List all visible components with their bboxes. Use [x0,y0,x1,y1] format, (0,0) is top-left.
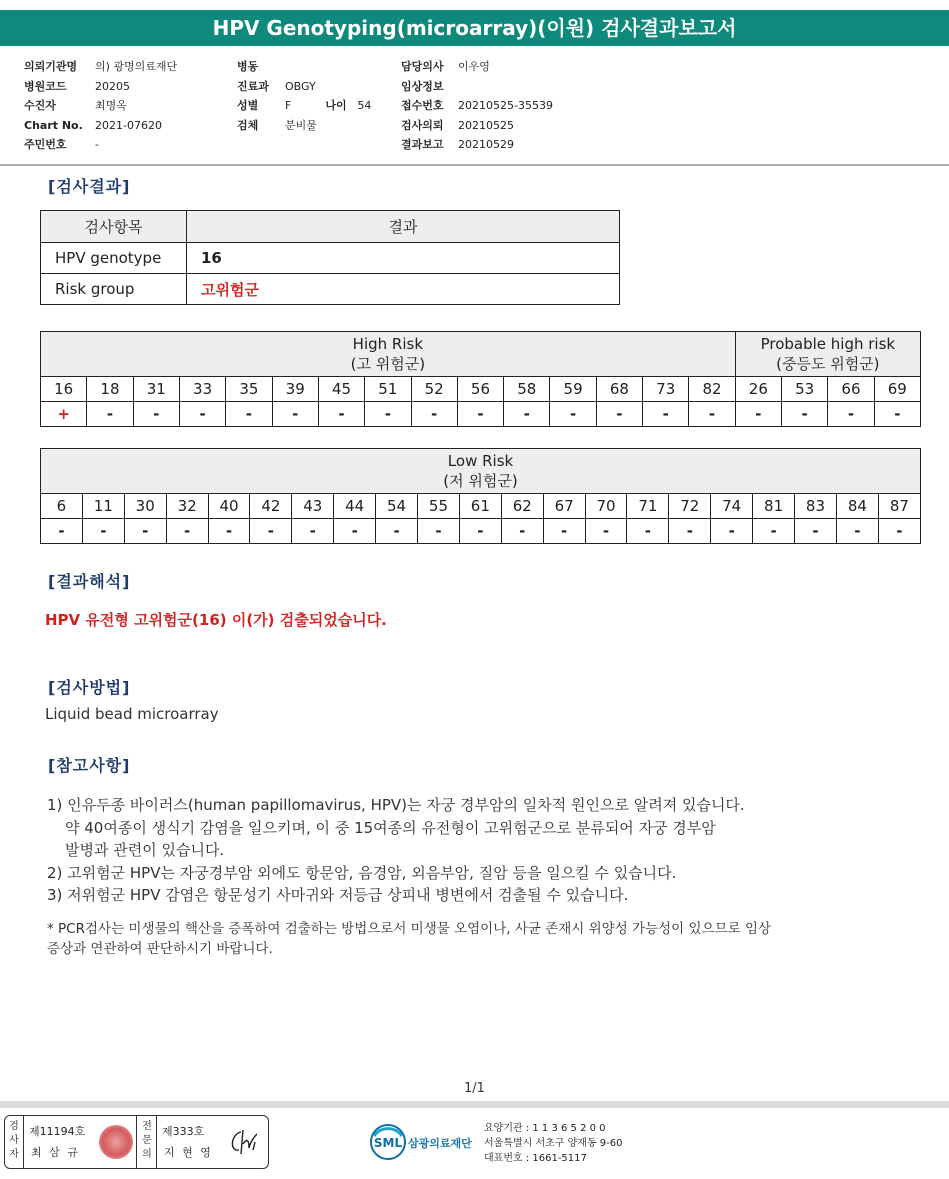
genotype-result-mark: - [41,519,83,544]
genotype-result-mark: - [334,519,376,544]
genotype-result-mark: - [795,519,837,544]
result-item: Risk group [41,274,187,305]
probable-high-risk-sublabel: (중등도 위험군) [776,355,880,373]
info-label: 진료과 [237,79,269,93]
footer-divider [0,1101,949,1108]
pcr-footnote [47,919,771,959]
genotype-number: 18 [87,377,133,402]
genotype-number: 54 [376,494,418,519]
hospital-code: 20205 [95,79,130,93]
genotype-result-mark: - [711,519,753,544]
org-phone: 대표번호 : 1661-5117 [484,1153,587,1164]
high-risk-genotype-table [40,331,921,427]
genotype-number: 40 [208,494,250,519]
inspector-license: 제11194호 [29,1125,86,1138]
genotype-result-mark: - [82,519,124,544]
divider [156,1116,157,1168]
info-label: 임상정보 [401,79,444,93]
genotype-number: 26 [735,377,781,402]
result-item: HPV genotype [41,243,187,274]
genotype-result-mark: - [318,402,364,427]
low-risk-sublabel: (저 위험군) [443,472,518,490]
report-title: HPV Genotyping(microarray)(이원) 검사결과보고서 [0,10,949,46]
reference-notes [47,794,745,907]
info-label: 병원코드 [24,79,67,93]
inspector-seal-icon [99,1125,133,1159]
genotype-number: 39 [272,377,318,402]
divider [23,1116,24,1168]
info-label: 검사의뢰 [401,118,444,132]
genotype-result-mark: - [689,402,735,427]
genotype-result-mark: - [133,402,179,427]
specialist-license: 제333호 [162,1125,205,1138]
patient-info-col3 [401,57,553,155]
genotype-number: 84 [836,494,878,519]
genotype-result: 16 [187,243,620,274]
genotype-number: 53 [782,377,828,402]
probable-high-risk-header [735,332,920,377]
info-label: 의뢰기관명 [24,60,78,73]
result-header-result: 결과 [187,211,620,243]
note-line: 발병과 관련이 있습니다. [65,841,225,859]
institution-code: 요양기관 : 1 1 3 6 5 2 0 0 [484,1123,606,1134]
genotype-number: 55 [418,494,460,519]
department: OBGY [285,79,316,93]
genotype-number: 68 [596,377,642,402]
section-result-title: [검사결과] [48,177,131,196]
genotype-number: 71 [627,494,669,519]
probable-high-risk-label: Probable high risk [760,335,896,353]
note-line: 2) 고위험군 HPV는 자궁경부암 외에도 항문암, 음경암, 외음부암, 질암 등을 일으킬 수 있습니다. [47,863,677,882]
org-address: 서울특별시 서초구 양재동 9-60 [484,1138,623,1149]
specialist-name: 지 현 영 [164,1146,213,1159]
section-interpretation-title: [결과해석] [48,572,131,591]
info-label: 결과보고 [401,138,444,151]
genotype-result-mark: - [87,402,133,427]
request-date: 20210525 [458,118,514,132]
genotype-number: 6 [41,494,83,519]
table-row [41,243,620,274]
info-label: 접수번호 [401,99,444,112]
genotype-result-mark: - [292,519,334,544]
genotype-number: 69 [874,377,920,402]
genotype-result-mark: - [501,519,543,544]
risk-group-result: 고위험군 [187,274,620,305]
genotype-number: 43 [292,494,334,519]
signature-box [4,1115,269,1169]
high-risk-label: High Risk [352,335,424,353]
genotype-result-mark: - [124,519,166,544]
genotype-result-mark: - [208,519,250,544]
low-risk-genotype-table [40,448,921,544]
note-line: 1) 인유두종 바이러스(human papillomavirus, HPV)는 자궁 경부암의 일차적 원인으로 알려져 있습니다. [47,796,745,814]
table-row [41,274,620,305]
genotype-number: 73 [643,377,689,402]
inspector-label: 검 사 자 [9,1121,19,1160]
report-date: 20210529 [458,138,514,151]
low-risk-header [41,449,921,494]
resident-number: - [95,138,99,151]
genotype-number: 31 [133,377,179,402]
result-table [40,210,620,305]
genotype-number: 67 [543,494,585,519]
genotype-number: 11 [82,494,124,519]
genotype-number: 82 [689,377,735,402]
logo-text: SML [373,1136,403,1150]
sml-logo-icon [368,1122,408,1162]
patient-name: 최명옥 [95,99,127,112]
note-line: 3) 저위험군 HPV 감염은 항문성기 사마귀와 저등급 상피내 병변에서 검출될 수 있습니다. [47,886,629,904]
org-contact [484,1121,623,1166]
genotype-number: 51 [365,377,411,402]
genotype-number: 52 [411,377,457,402]
genotype-number: 61 [459,494,501,519]
signature-icon [227,1126,263,1158]
specialist-label: 전 문 의 [142,1121,152,1160]
genotype-result-mark: - [753,519,795,544]
genotype-number: 70 [585,494,627,519]
genotype-result-mark: - [878,519,920,544]
info-label: 병동 [237,60,259,73]
info-label: Chart No. [24,118,83,132]
genotype-result-mark: - [585,519,627,544]
chart-number: 2021-07620 [95,118,162,132]
requesting-institution: 의) 광명의료재단 [95,60,178,73]
genotype-number: 72 [669,494,711,519]
genotype-result-mark: - [627,519,669,544]
genotype-result-mark: - [459,519,501,544]
genotype-number: 83 [795,494,837,519]
patient-info-col1 [24,57,177,155]
genotype-number: 42 [250,494,292,519]
genotype-result-mark: - [669,519,711,544]
genotype-number: 56 [457,377,503,402]
genotype-result-mark: - [596,402,642,427]
genotype-number: 59 [550,377,596,402]
genotype-number: 44 [334,494,376,519]
section-method-title: [검사방법] [48,678,131,697]
info-label: 성별 [237,99,259,112]
method-text: Liquid bead microarray [45,705,219,723]
genotype-result-mark: - [226,402,272,427]
genotype-result-mark: - [166,519,208,544]
genotype-number: 35 [226,377,272,402]
genotype-number: 58 [504,377,550,402]
genotype-number: 81 [753,494,795,519]
genotype-result-mark: - [418,519,460,544]
genotype-result-mark: - [504,402,550,427]
accession-number: 20210525-35539 [458,99,553,112]
genotype-result-mark: - [543,519,585,544]
result-header-item: 검사항목 [41,211,187,243]
note-line: 약 40여종이 생식기 감염을 일으키며, 이 중 15여종의 유전형이 고위험군으로 분류되어 자궁 경부암 [65,818,716,837]
sex: F [285,99,292,112]
page-number: 1/1 [464,1081,485,1096]
footnote-line: * PCR검사는 미생물의 핵산을 증폭하여 검출하는 방법으로서 미생물 오염이나, 사균 존재시 위양성 가능성이 있으므로 임상 [47,921,772,937]
genotype-number: 62 [501,494,543,519]
org-name: 삼광의료재단 [408,1137,472,1150]
patient-info-col2 [237,57,371,135]
interpretation-text: HPV 유전형 고위험군(16) 이(가) 검출되었습니다. [45,611,387,629]
genotype-result-mark: + [41,402,87,427]
low-risk-label: Low Risk [447,452,514,470]
genotype-result-mark: - [828,402,874,427]
genotype-result-mark: - [411,402,457,427]
genotype-result-mark: - [179,402,225,427]
footnote-line: 증상과 연관하여 판단하시기 바랍니다. [47,941,273,957]
genotype-result-mark: - [874,402,920,427]
info-label: 주민번호 [24,138,67,151]
genotype-number: 74 [711,494,753,519]
genotype-number: 16 [41,377,87,402]
genotype-result-mark: - [836,519,878,544]
genotype-number: 32 [166,494,208,519]
section-notes-title: [참고사항] [48,756,131,775]
genotype-number: 66 [828,377,874,402]
header-divider [0,164,949,166]
info-label: 나이 [325,99,347,112]
genotype-result-mark: - [365,402,411,427]
genotype-result-mark: - [782,402,828,427]
high-risk-header [41,332,736,377]
genotype-number: 33 [179,377,225,402]
genotype-result-mark: - [735,402,781,427]
info-label: 수진자 [24,99,56,112]
divider [136,1116,137,1168]
genotype-result-mark: - [250,519,292,544]
info-label: 검체 [237,118,259,132]
genotype-result-mark: - [376,519,418,544]
high-risk-sublabel: (고 위험군) [350,355,426,373]
genotype-result-mark: - [550,402,596,427]
attending-doctor: 이우영 [458,60,490,73]
genotype-result-mark: - [643,402,689,427]
age: 54 [357,99,372,112]
inspector-name: 최 삼 규 [31,1146,80,1159]
specimen: 분비물 [285,118,317,132]
info-label: 담당의사 [401,60,444,73]
genotype-number: 87 [878,494,920,519]
genotype-number: 45 [318,377,364,402]
genotype-result-mark: - [272,402,318,427]
genotype-number: 30 [124,494,166,519]
genotype-result-mark: - [457,402,503,427]
